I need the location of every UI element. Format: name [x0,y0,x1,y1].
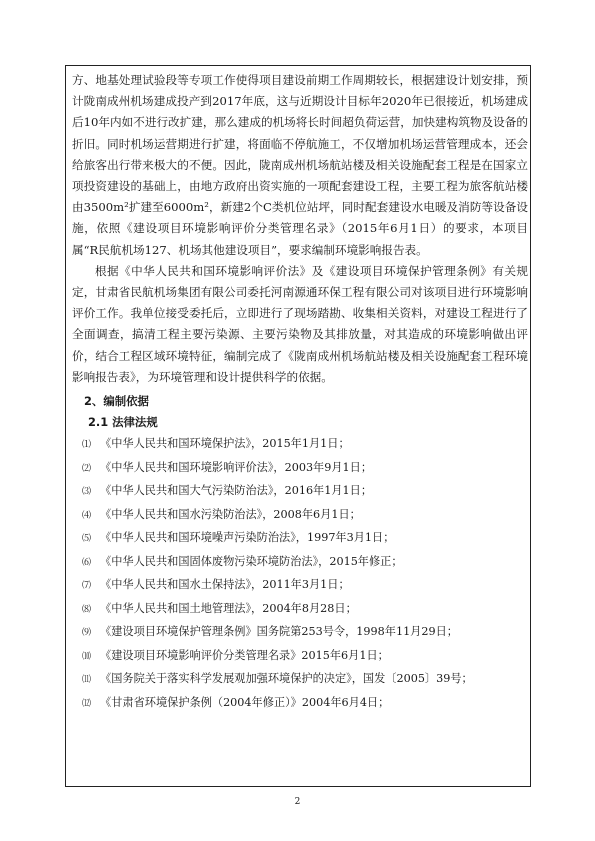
law-item [82,527,528,551]
law-item [82,574,528,598]
law-item [82,504,528,528]
paragraph-continuation: 方、地基处理试验段等专项工作使得项目建设前期工作周期较长，根据建设计划安排，预计陇南成州机场建成投产到2017年底，这与近期设计目标年2020年已很接近，机场建成后10年内如不进行改扩建，那么建成的机场将长时间超负荷运营，加快建构筑物及设备的折旧。同时机场运营期进行扩建，将面临不停航施工，不仅增加机场运营管理成本，还会给旅客出行带来极大的不便。因此，陇南成州机场航站楼及相关设施配套工程是在国家立项投资建设的基础上，由地方政府出资实施的一项配套建设工程，主要工程为旅客航站楼由3500m²扩建至6000m²，新建2个C类机位站坪，同时配套建设水电暖及消防等设备设施，依照《建设项目环境影响评价分类管理名录》（2015年6月1日）的要求，本项目属“R民航机场127、机场其他建设项目”，要求编制环境影响报告表。 [72,73,528,257]
law-item [82,598,528,622]
law-number: ⑼ [82,628,92,639]
law-number: ⑷ [82,510,92,521]
law-item [82,480,528,504]
section-heading: 2、编制依据 [84,394,149,409]
law-number: ⑽ [82,651,92,662]
law-number: ⑺ [82,581,92,592]
law-text: 《中华人民共和国固体废物污染环境防治法》，2015年修正； [100,554,403,568]
law-text: 《中华人民共和国环境影响评价法》，2003年9月1日； [100,460,373,474]
law-item [82,668,528,692]
paragraph-commission: 根据《中华人民共和国环境影响评价法》及《建设项目环境保护管理条例》有关规定，甘肃省民航机场集团有限公司委托河南源通环保工程有限公司对该项目进行环境影响评价工作。我单位接受委托后，立即进行了现场踏勘、收集相关资料，对建设工程进行了全面调查，搞清工程主要污染源、主要污染物及其排放量，对其造成的环境影响做出评价，结合工程区域环境特征，编制完成了《陇南成州机场航站楼及相关设施配套工程环境影响报告表》，为环境管理和设计提供科学的依据。 [72,263,528,384]
law-text: 《建设项目环境影响评价分类管理名录》2015年6月1日； [100,648,389,662]
law-item [82,692,528,716]
law-text: 《中华人民共和国水污染防治法》，2008年6月1日； [100,507,361,521]
law-text: 《国务院关于落实科学发展观加强环境保护的决定》，国发〔2005〕39号； [100,672,473,686]
page-number: 2 [294,797,301,807]
law-text: 《中华人民共和国环境保护法》，2015年1月1日； [100,437,350,451]
law-item [82,621,528,645]
law-item [82,457,528,481]
law-number: ⑵ [82,463,92,474]
law-list [72,433,528,715]
law-text: 《中华人民共和国水土保持法》，2011年3月1日； [100,578,350,592]
law-number: ⑾ [82,675,92,686]
law-text: 《建设项目环境保护管理条例》国务院第253号令，1998年11月29日； [100,625,458,639]
law-number: ⑶ [82,487,92,498]
law-text: 《中华人民共和国大气污染防治法》，2016年1月1日； [100,484,373,498]
law-text: 《中华人民共和国环境噪声污染防治法》，1997年3月1日； [100,531,395,545]
law-number: ⑸ [82,534,92,545]
law-text: 《中华人民共和国土地管理法》，2004年8月28日； [100,601,357,615]
subsection-heading: 2.1 法律法规 [88,415,158,430]
law-item [82,551,528,575]
law-number: ⑹ [82,557,92,568]
law-number: ⑿ [82,698,92,709]
law-number: ⑻ [82,604,92,615]
law-text: 《甘肃省环境保护条例（2004年修正）》2004年6月4日； [100,695,390,709]
law-item [82,433,528,457]
document-body [72,70,528,715]
law-item [82,645,528,669]
law-number: ⑴ [82,440,92,451]
